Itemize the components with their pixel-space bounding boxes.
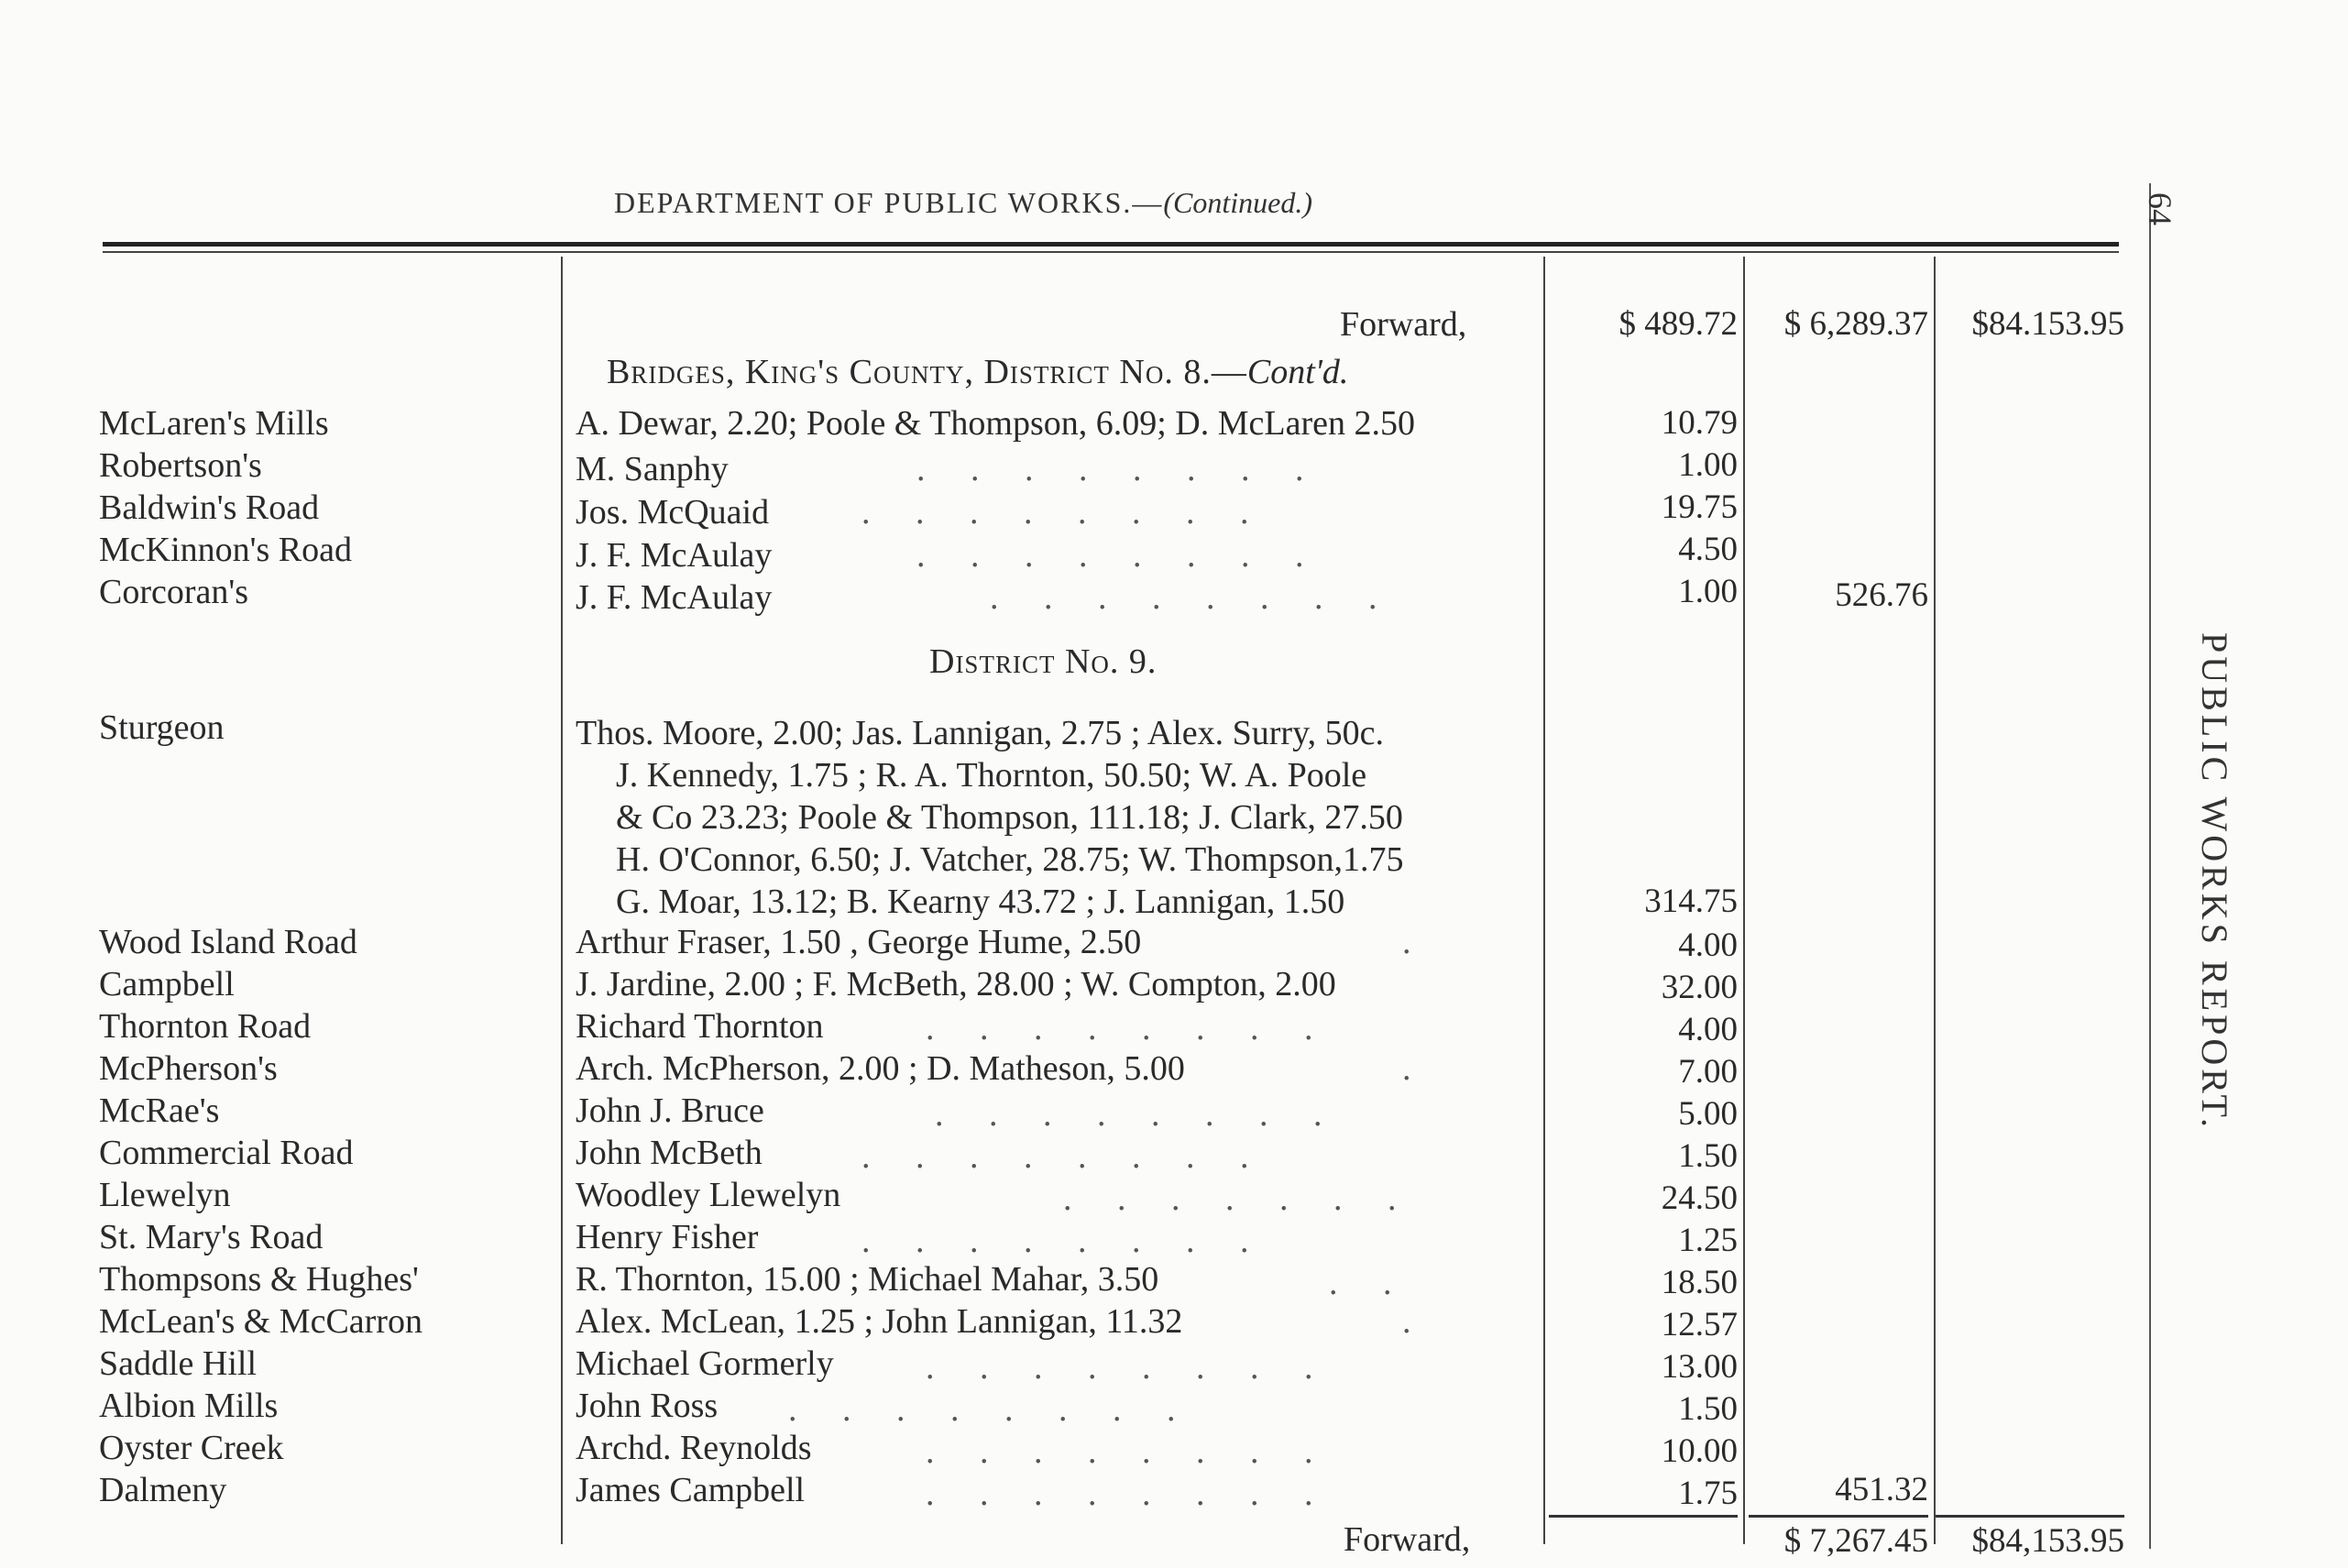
payee-text: Arthur Fraser, 1.50 , George Hume, 2.50 [576, 923, 1142, 961]
dot-leader: . . . . . . . . [990, 578, 1377, 617]
forward-col2-top: $ 6,289.37 [1783, 305, 1928, 343]
payee-text: John Ross [576, 1387, 719, 1425]
district8-heading-cont: Cont'd. [1246, 353, 1349, 391]
amount-value: 5.00 [1678, 1095, 1738, 1133]
place-name: Dalmeny [99, 1471, 227, 1509]
payee-text: Archd. Reynolds [576, 1429, 812, 1467]
place-name: McLaren's Mills [99, 404, 329, 443]
payee-text: Henry Fisher [576, 1218, 759, 1256]
amount-value: 1.50 [1678, 1390, 1738, 1428]
amount-value: 10.00 [1661, 1432, 1738, 1470]
dot-leader: . . . . . . . . [926, 1475, 1313, 1513]
dot-leader: . . . . . . . . [926, 1009, 1313, 1047]
dot-leader: . [1402, 1049, 1411, 1088]
page-header [614, 186, 1312, 220]
margin-rule [2149, 183, 2151, 1549]
payee-text: John McBeth [576, 1134, 763, 1172]
payee-text: Arch. McPherson, 2.00 ; D. Matheson, 5.00 [576, 1049, 1185, 1088]
subtotal-value: 451.32 [1835, 1471, 1928, 1508]
dot-leader: . . [1329, 1264, 1392, 1302]
district9-heading: District No. 9. [929, 642, 1158, 681]
amount-value: 12.57 [1661, 1306, 1738, 1343]
place-name: Llewelyn [99, 1176, 231, 1214]
forward-label-bottom: Forward, [1344, 1520, 1471, 1559]
amount-value: 4.00 [1678, 1011, 1738, 1048]
district8-heading [607, 352, 1348, 392]
column-rule-amount [1543, 257, 1545, 1544]
dot-leader: . . . . . . . . [926, 1348, 1313, 1387]
district8-heading-main: Bridges, King's County, District No. 8.— [607, 353, 1247, 391]
payee-text: Thos. Moore, 2.00; Jas. Lannigan, 2.75 ; Alex. Surry, 50c. [576, 714, 1384, 752]
dot-leader: . [1402, 923, 1411, 961]
payee-text: Jos. McQuaid [576, 493, 770, 532]
place-name: Wood Island Road [99, 923, 357, 961]
column-rule-payee [561, 257, 563, 1544]
total-rule-col3 [1936, 1515, 2124, 1518]
dot-leader: . . . . . . . . [861, 1137, 1249, 1176]
payee-text: M. Sanphy [576, 450, 729, 488]
total-rule-col2 [1749, 1515, 1928, 1518]
payee-text: Michael Gormerly [576, 1344, 834, 1383]
forward-col1-top: $ 489.72 [1618, 305, 1738, 343]
place-name: Campbell [99, 965, 235, 1003]
place-name: McLean's & McCarron [99, 1302, 422, 1341]
total-rule-col1 [1549, 1515, 1738, 1518]
running-side-title: PUBLIC WORKS REPORT. [2194, 632, 2235, 1131]
column-rule-subtotal [1743, 257, 1745, 1544]
place-name: Albion Mills [99, 1387, 279, 1425]
payee-text: Richard Thornton [576, 1007, 824, 1046]
dot-leader: . . . . . . . . [861, 1222, 1249, 1260]
amount-value: 314.75 [1644, 883, 1738, 920]
place-name: Corcoran's [99, 573, 249, 611]
amount-value: 1.00 [1678, 573, 1738, 610]
amount-value: 7.00 [1678, 1053, 1738, 1091]
forward-label-top: Forward, [1340, 305, 1467, 344]
place-name: Robertson's [99, 446, 262, 485]
amount-value: 19.75 [1661, 488, 1738, 526]
payee-text: J. Kennedy, 1.75 ; R. A. Thornton, 50.50; W. A. Poole [616, 756, 1367, 795]
amount-value: 1.25 [1678, 1222, 1738, 1259]
forward-col3-bottom: $84,153.95 [1971, 1522, 2124, 1560]
dot-leader: . . . . . . . . [916, 450, 1304, 488]
amount-value: 10.79 [1661, 404, 1738, 442]
payee-text: James Campbell [576, 1471, 806, 1509]
place-name-sturgeon: Sturgeon [99, 708, 225, 747]
amount-value: 24.50 [1661, 1179, 1738, 1217]
payee-text: J. Jardine, 2.00 ; F. McBeth, 28.00 ; W. Compton, 2.00 [576, 965, 1336, 1003]
dot-leader: . [1402, 1302, 1411, 1341]
payee-text: John J. Bruce [576, 1091, 764, 1130]
forward-col3-top: $84.153.95 [1971, 305, 2124, 343]
header-rule-thin [103, 251, 2119, 253]
payee-text: G. Moar, 13.12; B. Kearny 43.72 ; J. Lannigan, 1.50 [616, 883, 1345, 921]
place-name: Saddle Hill [99, 1344, 258, 1383]
amount-value: 4.00 [1678, 927, 1738, 964]
header-continued: (Continued.) [1163, 186, 1312, 219]
column-rule-total [1934, 257, 1936, 1544]
header-rule [103, 242, 2119, 247]
amount-value: 4.50 [1678, 531, 1738, 568]
page-number: 64 [2142, 192, 2178, 225]
payee-text: R. Thornton, 15.00 ; Michael Mahar, 3.50 [576, 1260, 1159, 1299]
place-name: Thompsons & Hughes' [99, 1260, 419, 1299]
amount-value: 1.75 [1678, 1475, 1738, 1512]
amount-value: 1.50 [1678, 1137, 1738, 1175]
amount-value: 1.00 [1678, 446, 1738, 484]
payee-text: Alex. McLean, 1.25 ; John Lannigan, 11.32 [576, 1302, 1183, 1341]
place-name: St. Mary's Road [99, 1218, 324, 1256]
payee-text: A. Dewar, 2.20; Poole & Thompson, 6.09; D. McLaren 2.50 [576, 404, 1415, 443]
place-name: McKinnon's Road [99, 531, 353, 569]
place-name: McPherson's [99, 1049, 278, 1088]
amount-value: 32.00 [1661, 969, 1738, 1006]
amount-value: 13.00 [1661, 1348, 1738, 1386]
forward-col2-bottom: $ 7,267.45 [1783, 1522, 1928, 1560]
dot-leader: . . . . . . . . [788, 1390, 1176, 1429]
payee-text: H. O'Connor, 6.50; J. Vatcher, 28.75; W. Thompson,1.75 [616, 840, 1404, 879]
place-name: Oyster Creek [99, 1429, 284, 1467]
place-name: Commercial Road [99, 1134, 354, 1172]
dot-leader: . . . . . . . [1063, 1179, 1397, 1218]
payee-text: J. F. McAulay [576, 578, 773, 617]
place-name: Baldwin's Road [99, 488, 320, 527]
payee-text: J. F. McAulay [576, 536, 773, 575]
subtotal-value: 526.76 [1835, 576, 1928, 614]
header-title: DEPARTMENT OF PUBLIC WORKS.— [614, 186, 1164, 219]
place-name: McRae's [99, 1091, 220, 1130]
payee-text: Woodley Llewelyn [576, 1176, 841, 1214]
payee-text: & Co 23.23; Poole & Thompson, 111.18; J. Clark, 27.50 [616, 798, 1403, 837]
dot-leader: . . . . . . . . [926, 1432, 1313, 1471]
dot-leader: . . . . . . . . [916, 536, 1304, 575]
place-name: Thornton Road [99, 1007, 312, 1046]
amount-value: 18.50 [1661, 1264, 1738, 1301]
dot-leader: . . . . . . . . [935, 1095, 1322, 1134]
dot-leader: . . . . . . . . [861, 493, 1249, 532]
